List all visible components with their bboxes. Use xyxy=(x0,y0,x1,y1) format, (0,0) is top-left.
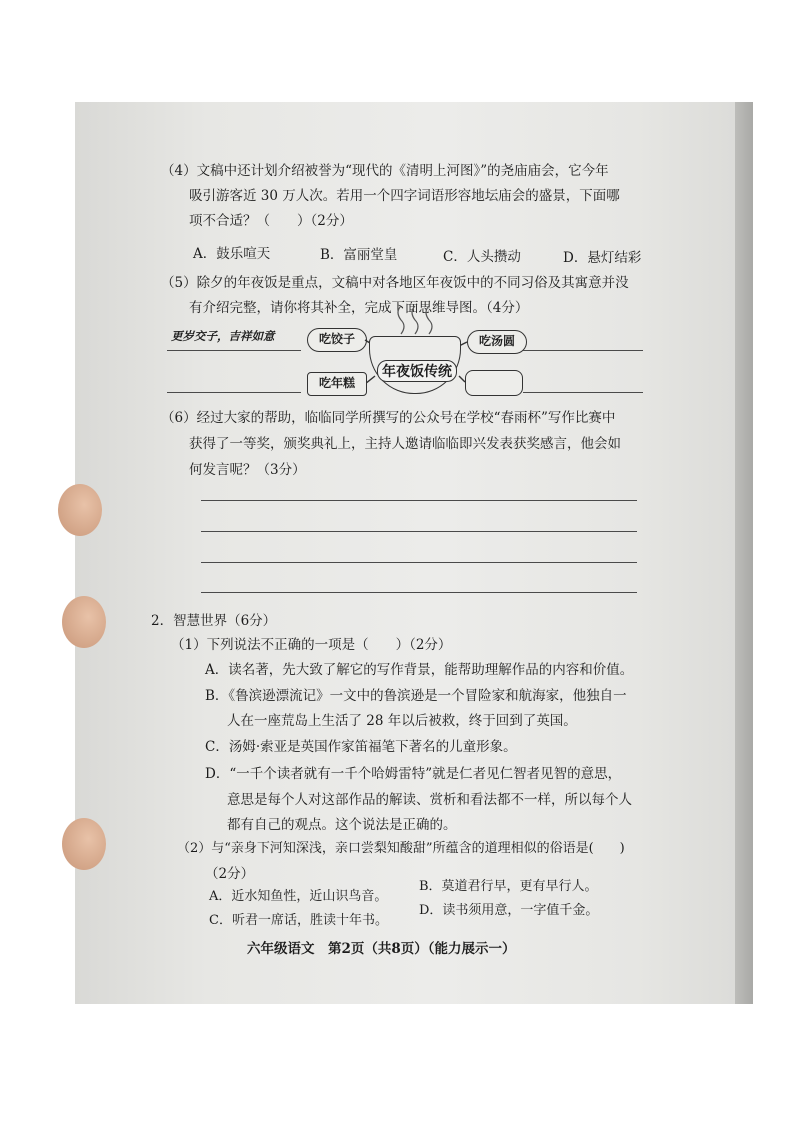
photo-frame xyxy=(75,102,753,1004)
q4-option-b: B．富丽堂皇 xyxy=(320,247,398,263)
s2-q1-option-b-2: 人在一座荒岛上生活了 28 年以后被救，终于回到了英国。 xyxy=(227,713,577,729)
q6-line3: 何发言呢？（3分） xyxy=(189,462,306,478)
finger-top xyxy=(58,484,102,536)
s2-q2-option-d: D．读书须用意，一字值千金。 xyxy=(419,903,599,918)
s2-q1-option-d-2: 意思是每个人对这部作品的解读、赏析和看法都不一样，所以每个人 xyxy=(227,792,632,808)
s2-q2: （2）与“亲身下河知深浅，亲口尝梨知酸甜”所蕴含的道理相似的俗语是( ) xyxy=(177,841,625,856)
q5-line2: 有介绍完整，请你将其补全，完成下面思维导图。（4分） xyxy=(189,300,529,316)
s2-q2-option-c: C．听君一席话，胜读十年书。 xyxy=(209,913,388,928)
q6-answer-line-1[interactable] xyxy=(201,500,637,501)
node-eat-niangao: 吃年糕 xyxy=(307,372,367,396)
q4-option-a: A．鼓乐喧天 xyxy=(193,246,271,262)
handwritten-answer: 更岁交子，吉祥如意 xyxy=(171,329,275,343)
s2-q1-option-a: A．读名著，先大致了解它的写作背景，能帮助理解作品的内容和价值。 xyxy=(205,662,634,678)
exam-paper xyxy=(75,102,735,1004)
q4-option-d: D．悬灯结彩 xyxy=(563,250,642,266)
page-footer: 六年级语文 第2页（共8页）（能力展示一） xyxy=(247,941,516,957)
q4-line1: （4）文稿中还计划介绍被誉为“现代的《清明上河图》”的尧庙庙会，它今年 xyxy=(161,163,609,179)
node-empty-box[interactable] xyxy=(465,370,523,396)
answer-line-bottom-right[interactable] xyxy=(523,392,643,393)
s2-q1-option-c: C．汤姆·索亚是英国作家笛福笔下著名的儿童形象。 xyxy=(205,739,517,755)
q4-option-c: C．人头攒动 xyxy=(443,249,521,265)
q4-line3: 项不合适？（ ）（2分） xyxy=(189,213,353,229)
s2-q2-option-b: B．莫道君行早，更有早行人。 xyxy=(419,879,598,894)
q6-line2: 获得了一等奖，颁奖典礼上，主持人邀请临临即兴发表获奖感言，他会如 xyxy=(189,436,621,452)
q6-line1: （6）经过大家的帮助，临临同学所撰写的公众号在学校“春雨杯”写作比赛中 xyxy=(161,410,616,426)
answer-line-bottom-left[interactable] xyxy=(167,392,301,393)
node-eat-tangyuan: 吃汤圆 xyxy=(467,330,527,354)
q4-line2: 吸引游客近 30 万人次。若用一个四字词语形容地坛庙会的盛景，下面哪 xyxy=(189,188,620,204)
q6-answer-line-4[interactable] xyxy=(201,592,637,593)
q6-answer-line-3[interactable] xyxy=(201,562,637,563)
mindmap-center: 年夜饭传统 xyxy=(377,360,457,382)
q5-line1: （5）除夕的年夜饭是重点，文稿中对各地区年夜饭中的不同习俗及其寓意并没 xyxy=(161,275,629,291)
q6-answer-line-2[interactable] xyxy=(201,531,637,532)
finger-middle xyxy=(62,596,106,648)
s2-q2-score: （2分） xyxy=(205,866,255,882)
node-eat-dumplings: 吃饺子 xyxy=(307,328,367,352)
s2-q1: （1）下列说法不正确的一项是（ ）（2分） xyxy=(171,637,452,653)
s2-q1-option-d-3: 都有自己的观点。这个说法是正确的。 xyxy=(227,817,457,833)
page-edge xyxy=(735,102,753,1004)
section2-title: 2．智慧世界（6分） xyxy=(151,613,277,629)
s2-q1-option-d-1: D．“一千个读者就有一千个哈姆雷特”就是仁者见仁智者见智的意思， xyxy=(205,766,622,782)
finger-bottom xyxy=(62,818,106,870)
s2-q1-option-b-1: B．《鲁滨逊漂流记》一文中的鲁滨逊是一个冒险家和航海家，他独自一 xyxy=(205,688,627,704)
s2-q2-option-a: A．近水知鱼性，近山识鸟音。 xyxy=(209,889,388,904)
